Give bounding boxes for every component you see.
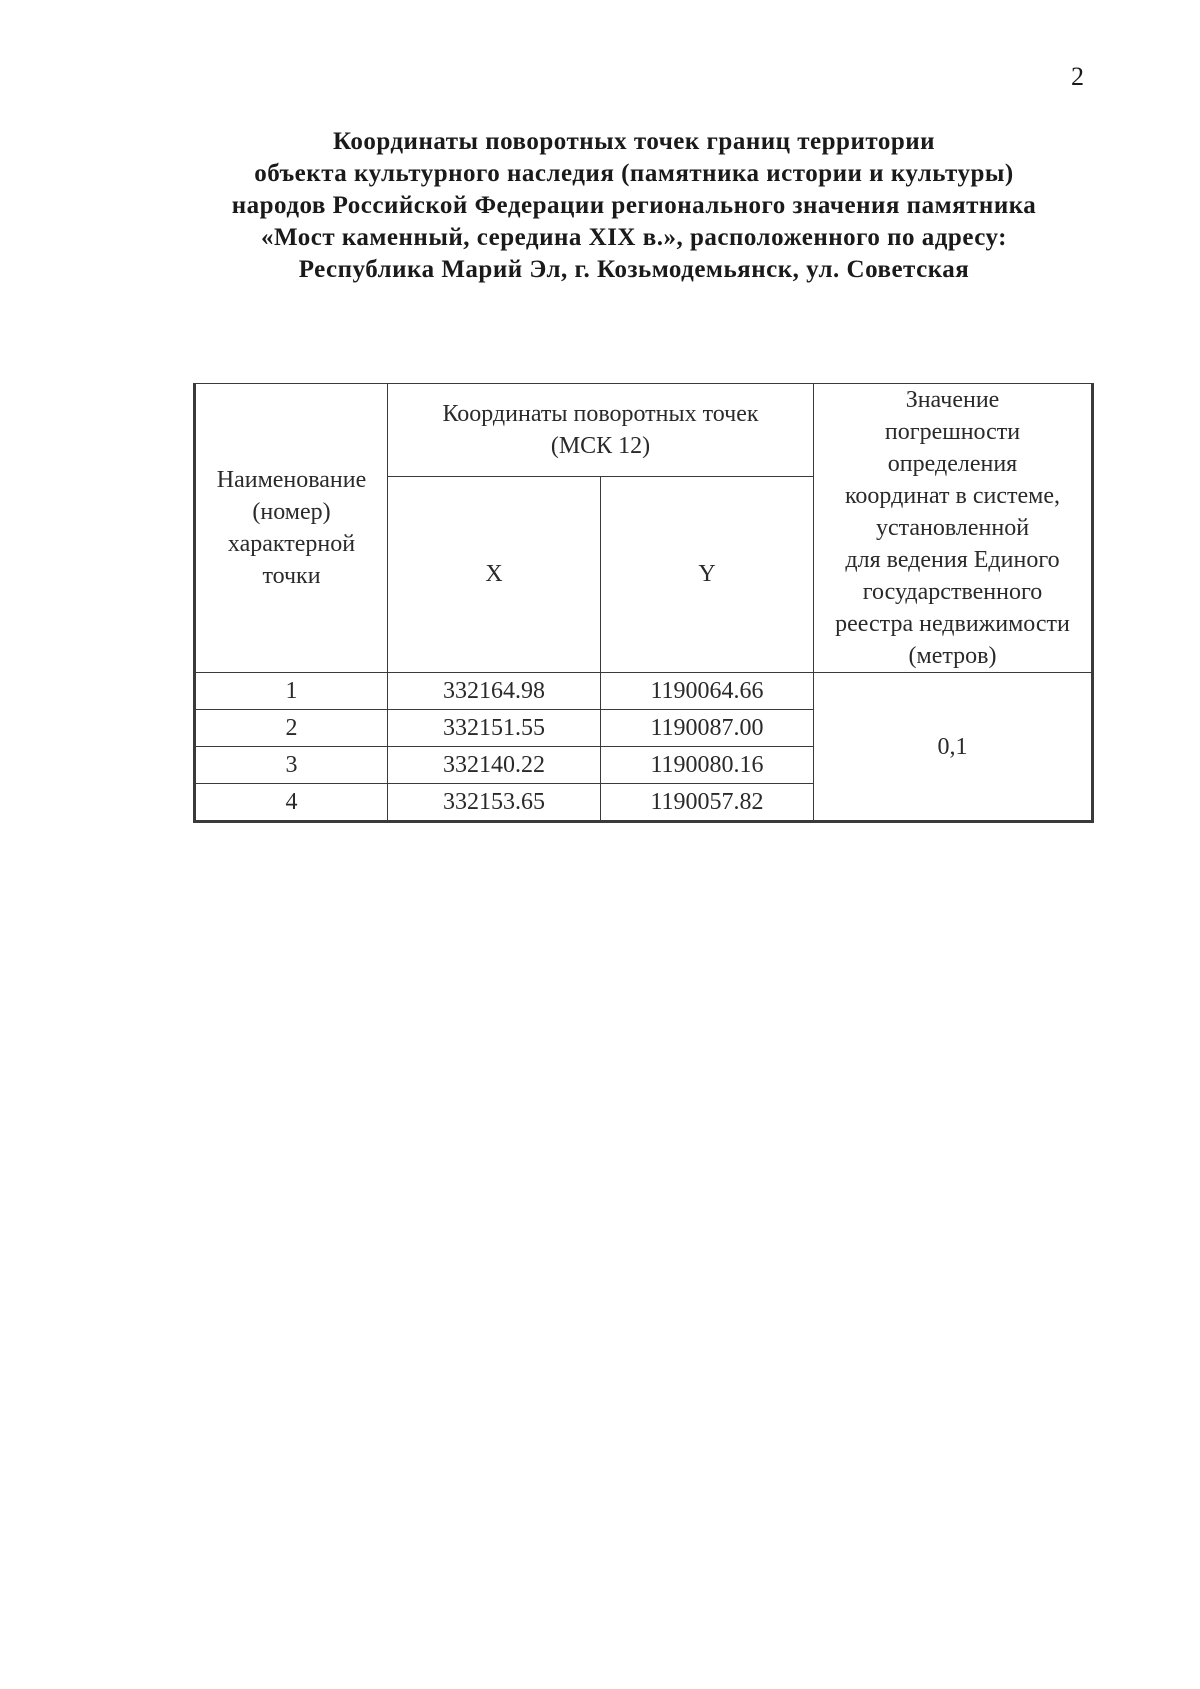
y-value: 1190080.16 xyxy=(601,747,814,784)
title-line: объекта культурного наследия (памятника истории и культуры) xyxy=(254,160,1014,187)
title-line: «Мост каменный, середина XIX в.», расположенного по адресу: xyxy=(260,224,1008,251)
error-value: 0,1 xyxy=(814,673,1093,822)
coordinates-table xyxy=(193,383,1094,823)
x-value: 332153.65 xyxy=(388,784,601,822)
table-row xyxy=(195,673,1093,710)
y-value: 1190064.66 xyxy=(601,673,814,710)
point-number: 3 xyxy=(195,747,388,784)
point-number: 4 xyxy=(195,784,388,822)
coordinates-header: Координаты поворотных точек (МСК 12) xyxy=(388,384,814,477)
y-header: Y xyxy=(601,476,814,672)
x-value: 332164.98 xyxy=(388,673,601,710)
title-line: народов Российской Федерации регионального значения памятника xyxy=(231,192,1037,219)
title-line: Республика Марий Эл, г. Козьмодемьянск, ул. Советская xyxy=(298,256,970,283)
point-number: 1 xyxy=(195,673,388,710)
point-number: 2 xyxy=(195,710,388,747)
x-header: X xyxy=(388,476,601,672)
title-line: Координаты поворотных точек границ территории xyxy=(332,128,936,155)
y-value: 1190057.82 xyxy=(601,784,814,822)
page-number: 2 xyxy=(1071,62,1084,91)
x-value: 332140.22 xyxy=(388,747,601,784)
point-name-header: Наименование (номер) характерной точки xyxy=(195,384,388,673)
error-header: Значение погрешности определения координат в системе, установленной для ведения Единого государственного реестра недвижимости (метров) xyxy=(814,384,1093,673)
x-value: 332151.55 xyxy=(388,710,601,747)
y-value: 1190087.00 xyxy=(601,710,814,747)
document-title xyxy=(180,126,1088,286)
